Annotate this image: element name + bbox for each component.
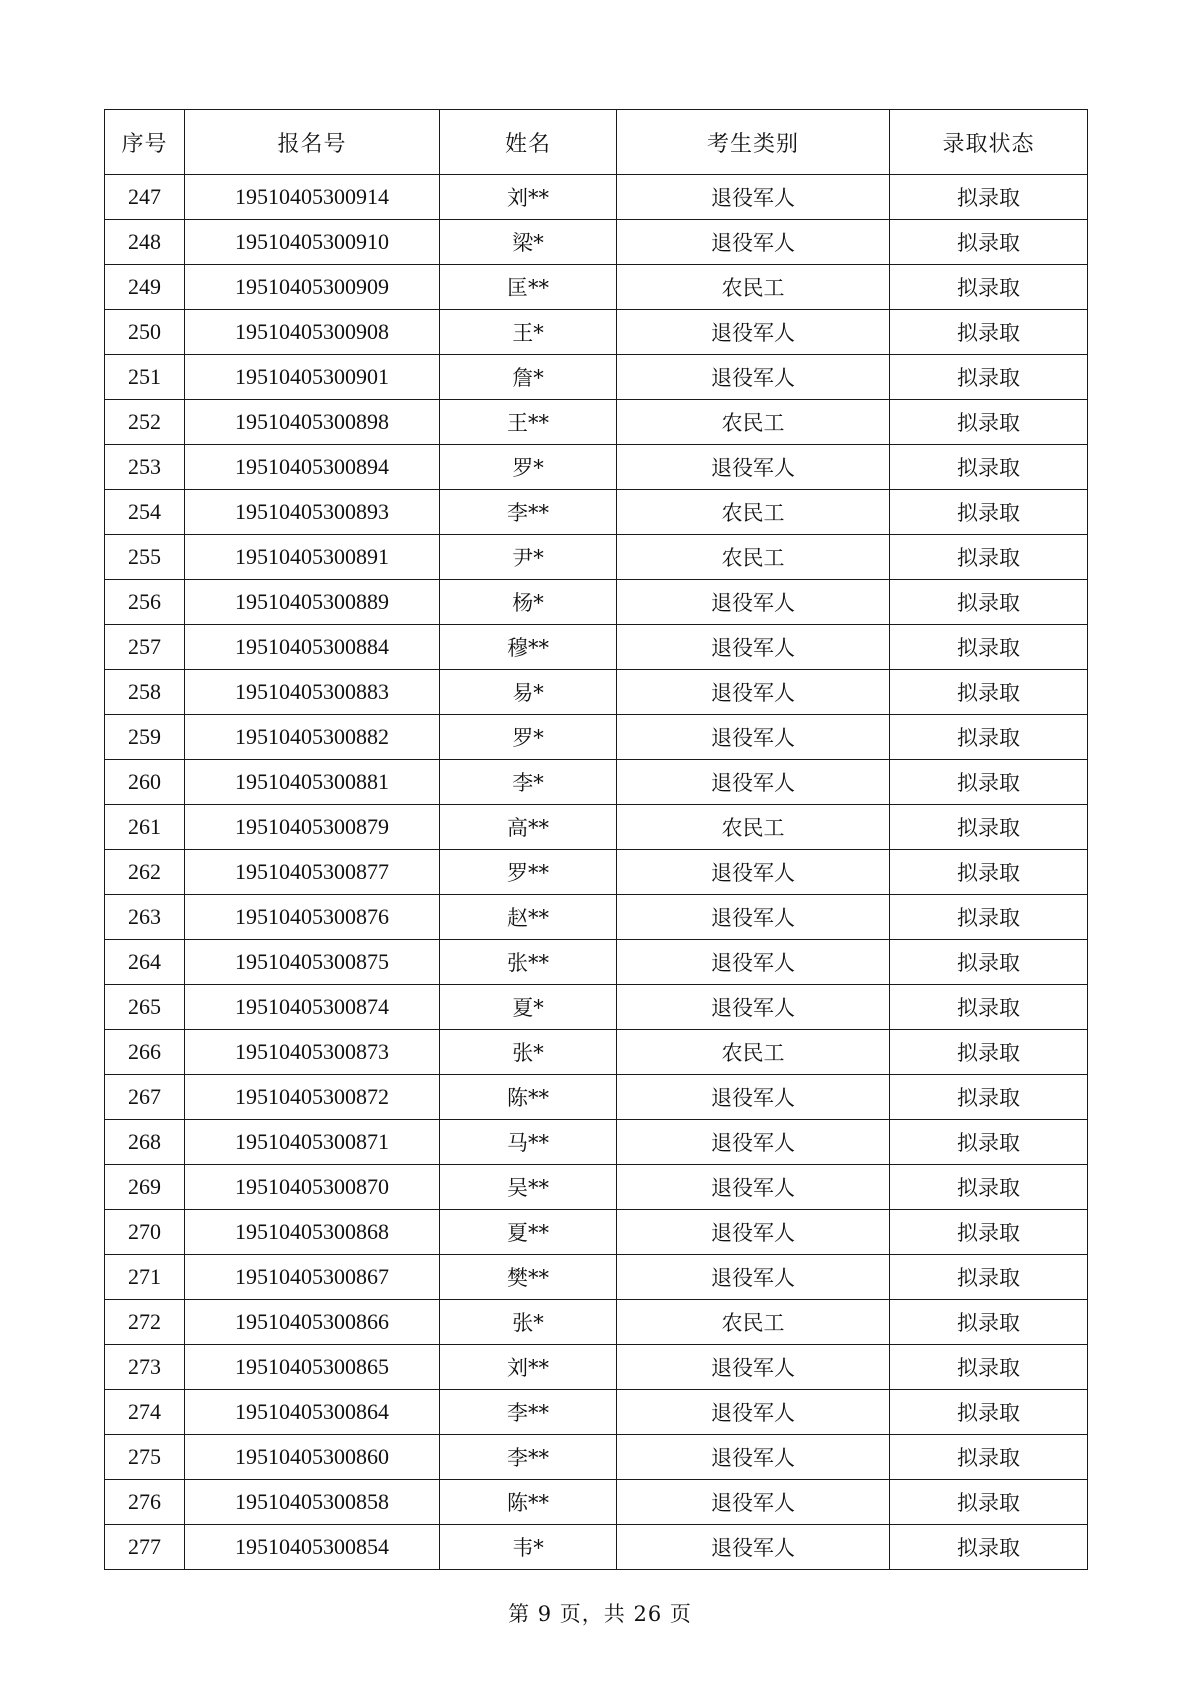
cell-status: 拟录取 <box>890 1120 1088 1165</box>
cell-name: 李** <box>440 1435 617 1480</box>
cell-status: 拟录取 <box>890 1075 1088 1120</box>
cell-reg-no: 19510405300872 <box>185 1075 440 1120</box>
cell-seq: 252 <box>105 400 185 445</box>
cell-name: 罗* <box>440 445 617 490</box>
cell-category: 退役军人 <box>617 1390 890 1435</box>
table-row <box>105 985 1088 1030</box>
cell-name: 杨* <box>440 580 617 625</box>
cell-status: 拟录取 <box>890 445 1088 490</box>
cell-reg-no: 19510405300914 <box>185 175 440 220</box>
cell-reg-no: 19510405300893 <box>185 490 440 535</box>
cell-reg-no: 19510405300870 <box>185 1165 440 1210</box>
cell-category: 退役军人 <box>617 1210 890 1255</box>
table-row <box>105 1435 1088 1480</box>
cell-status: 拟录取 <box>890 1300 1088 1345</box>
cell-name: 李** <box>440 1390 617 1435</box>
cell-seq: 259 <box>105 715 185 760</box>
table-row <box>105 670 1088 715</box>
cell-category: 退役军人 <box>617 1480 890 1525</box>
cell-name: 张* <box>440 1300 617 1345</box>
table-row <box>105 265 1088 310</box>
cell-category: 农民工 <box>617 265 890 310</box>
cell-seq: 266 <box>105 1030 185 1075</box>
cell-name: 刘** <box>440 1345 617 1390</box>
table-row <box>105 625 1088 670</box>
cell-reg-no: 19510405300854 <box>185 1525 440 1570</box>
cell-seq: 275 <box>105 1435 185 1480</box>
cell-category: 退役军人 <box>617 175 890 220</box>
cell-name: 罗* <box>440 715 617 760</box>
cell-name: 王* <box>440 310 617 355</box>
cell-seq: 254 <box>105 490 185 535</box>
cell-seq: 253 <box>105 445 185 490</box>
header-seq: 序号 <box>105 110 185 175</box>
cell-reg-no: 19510405300874 <box>185 985 440 1030</box>
cell-reg-no: 19510405300871 <box>185 1120 440 1165</box>
cell-seq: 257 <box>105 625 185 670</box>
cell-category: 退役军人 <box>617 1165 890 1210</box>
cell-status: 拟录取 <box>890 1210 1088 1255</box>
cell-category: 退役军人 <box>617 220 890 265</box>
cell-name: 高** <box>440 805 617 850</box>
cell-name: 吴** <box>440 1165 617 1210</box>
table-row <box>105 355 1088 400</box>
cell-reg-no: 19510405300889 <box>185 580 440 625</box>
cell-seq: 249 <box>105 265 185 310</box>
cell-reg-no: 19510405300864 <box>185 1390 440 1435</box>
cell-name: 尹* <box>440 535 617 580</box>
cell-status: 拟录取 <box>890 805 1088 850</box>
cell-reg-no: 19510405300882 <box>185 715 440 760</box>
cell-name: 张* <box>440 1030 617 1075</box>
cell-name: 陈** <box>440 1480 617 1525</box>
table-row <box>105 1300 1088 1345</box>
cell-reg-no: 19510405300866 <box>185 1300 440 1345</box>
cell-name: 易* <box>440 670 617 715</box>
cell-seq: 269 <box>105 1165 185 1210</box>
cell-category: 农民工 <box>617 1300 890 1345</box>
cell-name: 穆** <box>440 625 617 670</box>
cell-name: 李** <box>440 490 617 535</box>
header-category: 考生类别 <box>617 110 890 175</box>
table-row <box>105 1030 1088 1075</box>
cell-seq: 251 <box>105 355 185 400</box>
cell-reg-no: 19510405300910 <box>185 220 440 265</box>
cell-reg-no: 19510405300881 <box>185 760 440 805</box>
cell-name: 李* <box>440 760 617 805</box>
cell-seq: 258 <box>105 670 185 715</box>
cell-name: 赵** <box>440 895 617 940</box>
cell-seq: 247 <box>105 175 185 220</box>
cell-name: 陈** <box>440 1075 617 1120</box>
cell-seq: 267 <box>105 1075 185 1120</box>
cell-category: 退役军人 <box>617 1255 890 1300</box>
cell-category: 退役军人 <box>617 445 890 490</box>
cell-reg-no: 19510405300860 <box>185 1435 440 1480</box>
cell-name: 马** <box>440 1120 617 1165</box>
cell-status: 拟录取 <box>890 355 1088 400</box>
cell-status: 拟录取 <box>890 580 1088 625</box>
cell-category: 退役军人 <box>617 940 890 985</box>
cell-name: 夏* <box>440 985 617 1030</box>
cell-category: 退役军人 <box>617 625 890 670</box>
cell-seq: 265 <box>105 985 185 1030</box>
table-row <box>105 760 1088 805</box>
cell-category: 退役军人 <box>617 850 890 895</box>
table-row <box>105 895 1088 940</box>
cell-status: 拟录取 <box>890 895 1088 940</box>
cell-status: 拟录取 <box>890 220 1088 265</box>
cell-status: 拟录取 <box>890 670 1088 715</box>
cell-name: 刘** <box>440 175 617 220</box>
cell-status: 拟录取 <box>890 625 1088 670</box>
cell-seq: 277 <box>105 1525 185 1570</box>
cell-name: 詹* <box>440 355 617 400</box>
cell-name: 罗** <box>440 850 617 895</box>
table-row <box>105 1480 1088 1525</box>
table-row <box>105 715 1088 760</box>
cell-name: 夏** <box>440 1210 617 1255</box>
cell-reg-no: 19510405300865 <box>185 1345 440 1390</box>
cell-seq: 272 <box>105 1300 185 1345</box>
cell-category: 退役军人 <box>617 1075 890 1120</box>
cell-reg-no: 19510405300873 <box>185 1030 440 1075</box>
table-row <box>105 445 1088 490</box>
cell-name: 张** <box>440 940 617 985</box>
cell-reg-no: 19510405300884 <box>185 625 440 670</box>
cell-category: 农民工 <box>617 805 890 850</box>
cell-status: 拟录取 <box>890 1525 1088 1570</box>
cell-category: 退役军人 <box>617 670 890 715</box>
cell-seq: 260 <box>105 760 185 805</box>
cell-name: 王** <box>440 400 617 445</box>
cell-category: 退役军人 <box>617 760 890 805</box>
table-row <box>105 1075 1088 1120</box>
cell-reg-no: 19510405300858 <box>185 1480 440 1525</box>
table-row <box>105 535 1088 580</box>
cell-status: 拟录取 <box>890 760 1088 805</box>
cell-reg-no: 19510405300868 <box>185 1210 440 1255</box>
cell-status: 拟录取 <box>890 1435 1088 1480</box>
cell-reg-no: 19510405300883 <box>185 670 440 715</box>
table-row <box>105 1525 1088 1570</box>
table-row <box>105 580 1088 625</box>
cell-category: 退役军人 <box>617 1345 890 1390</box>
cell-category: 退役军人 <box>617 715 890 760</box>
cell-status: 拟录取 <box>890 535 1088 580</box>
table-row <box>105 1165 1088 1210</box>
page-footer: 第 9 页，共 26 页 <box>508 1602 692 1626</box>
cell-category: 退役军人 <box>617 985 890 1030</box>
cell-name: 梁* <box>440 220 617 265</box>
table-row <box>105 490 1088 535</box>
cell-reg-no: 19510405300875 <box>185 940 440 985</box>
cell-status: 拟录取 <box>890 1165 1088 1210</box>
cell-seq: 271 <box>105 1255 185 1300</box>
cell-seq: 263 <box>105 895 185 940</box>
cell-seq: 250 <box>105 310 185 355</box>
cell-reg-no: 19510405300876 <box>185 895 440 940</box>
cell-status: 拟录取 <box>890 1255 1088 1300</box>
cell-category: 农民工 <box>617 400 890 445</box>
cell-reg-no: 19510405300901 <box>185 355 440 400</box>
cell-seq: 268 <box>105 1120 185 1165</box>
cell-status: 拟录取 <box>890 1480 1088 1525</box>
cell-seq: 274 <box>105 1390 185 1435</box>
table-row <box>105 940 1088 985</box>
table-row <box>105 1345 1088 1390</box>
cell-status: 拟录取 <box>890 940 1088 985</box>
table-row <box>105 310 1088 355</box>
cell-reg-no: 19510405300908 <box>185 310 440 355</box>
cell-category: 退役军人 <box>617 310 890 355</box>
cell-reg-no: 19510405300867 <box>185 1255 440 1300</box>
cell-reg-no: 19510405300898 <box>185 400 440 445</box>
cell-seq: 276 <box>105 1480 185 1525</box>
header-name: 姓名 <box>440 110 617 175</box>
table-row <box>105 1255 1088 1300</box>
cell-reg-no: 19510405300877 <box>185 850 440 895</box>
cell-status: 拟录取 <box>890 1030 1088 1075</box>
cell-category: 退役军人 <box>617 1525 890 1570</box>
cell-category: 退役军人 <box>617 355 890 400</box>
cell-name: 匡** <box>440 265 617 310</box>
table-row <box>105 400 1088 445</box>
cell-reg-no: 19510405300891 <box>185 535 440 580</box>
table-row <box>105 805 1088 850</box>
cell-category: 农民工 <box>617 1030 890 1075</box>
cell-seq: 262 <box>105 850 185 895</box>
cell-category: 农民工 <box>617 535 890 580</box>
cell-status: 拟录取 <box>890 715 1088 760</box>
table-row <box>105 1120 1088 1165</box>
cell-status: 拟录取 <box>890 310 1088 355</box>
cell-seq: 261 <box>105 805 185 850</box>
admission-table <box>104 109 1088 1570</box>
cell-category: 退役军人 <box>617 1120 890 1165</box>
cell-status: 拟录取 <box>890 985 1088 1030</box>
cell-seq: 248 <box>105 220 185 265</box>
cell-seq: 264 <box>105 940 185 985</box>
table-row <box>105 220 1088 265</box>
table-row <box>105 1210 1088 1255</box>
cell-name: 樊** <box>440 1255 617 1300</box>
cell-status: 拟录取 <box>890 175 1088 220</box>
cell-status: 拟录取 <box>890 490 1088 535</box>
cell-status: 拟录取 <box>890 1390 1088 1435</box>
cell-category: 农民工 <box>617 490 890 535</box>
cell-status: 拟录取 <box>890 850 1088 895</box>
table-row <box>105 1390 1088 1435</box>
cell-category: 退役军人 <box>617 1435 890 1480</box>
cell-seq: 256 <box>105 580 185 625</box>
table-row <box>105 850 1088 895</box>
cell-reg-no: 19510405300909 <box>185 265 440 310</box>
cell-reg-no: 19510405300894 <box>185 445 440 490</box>
cell-status: 拟录取 <box>890 400 1088 445</box>
cell-category: 退役军人 <box>617 580 890 625</box>
header-status: 录取状态 <box>890 110 1088 175</box>
cell-seq: 273 <box>105 1345 185 1390</box>
table-row <box>105 175 1088 220</box>
table-header-row <box>105 110 1088 175</box>
cell-name: 韦* <box>440 1525 617 1570</box>
table-body <box>105 175 1088 1570</box>
cell-category: 退役军人 <box>617 895 890 940</box>
cell-seq: 255 <box>105 535 185 580</box>
cell-status: 拟录取 <box>890 265 1088 310</box>
header-reg-no: 报名号 <box>185 110 440 175</box>
cell-reg-no: 19510405300879 <box>185 805 440 850</box>
cell-seq: 270 <box>105 1210 185 1255</box>
cell-status: 拟录取 <box>890 1345 1088 1390</box>
